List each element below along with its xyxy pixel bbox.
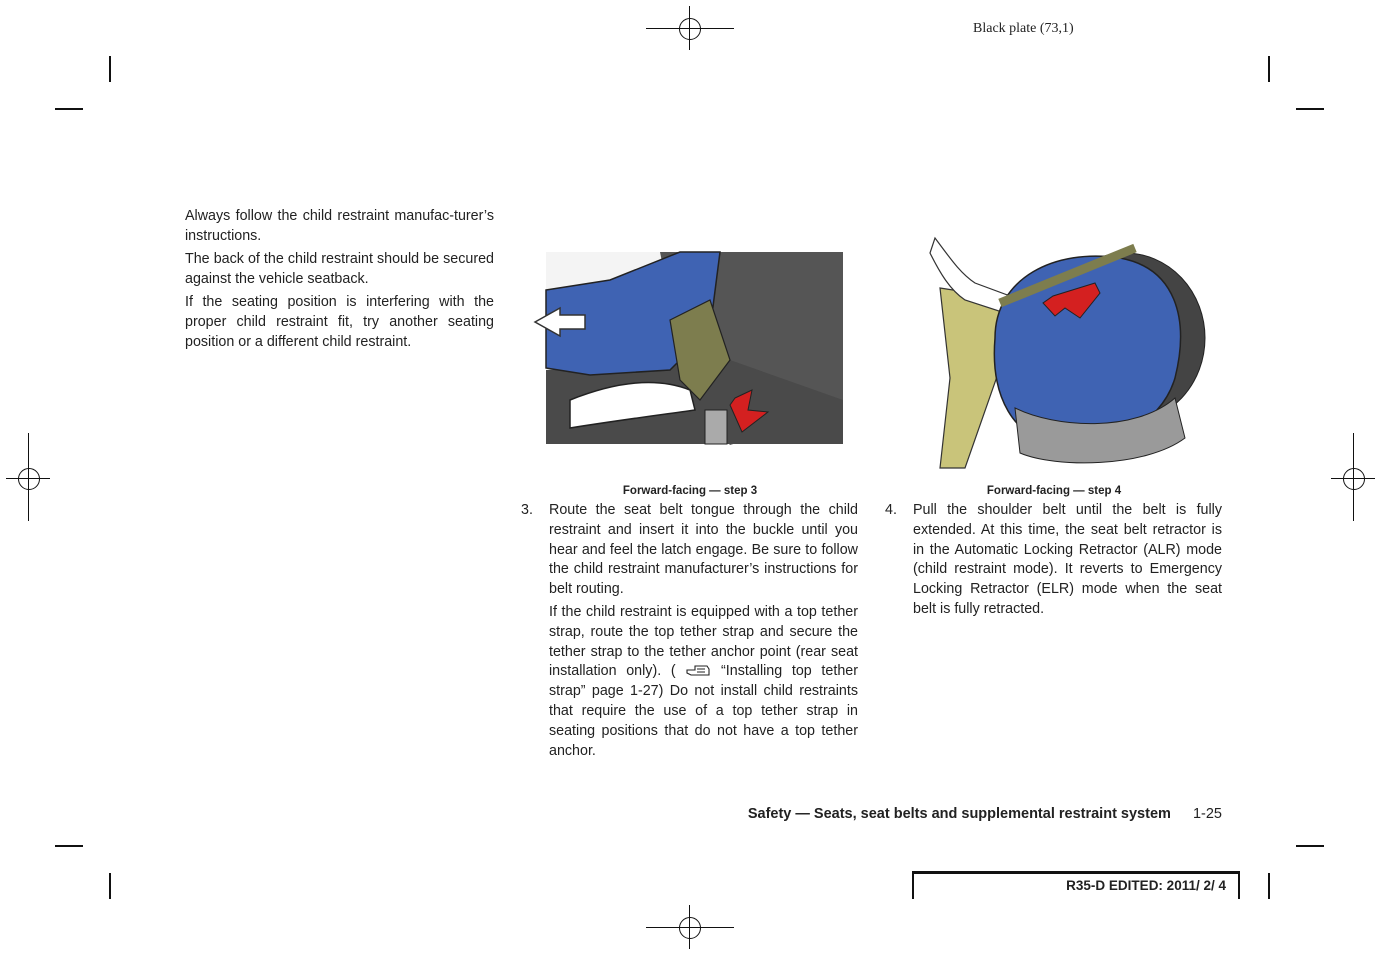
step-3-number: 3. (521, 502, 533, 518)
page-footer (748, 806, 1222, 822)
paragraph-seating-position: If the seating position is interfering with the proper child restraint fit, try another seating position or a different child restraint. (185, 294, 494, 350)
step-4-paragraph-1: Pull the shoulder belt until the belt is fully extended. At this time, the seat belt retractor is in the Automatic Locking Retractor (ALR) mode (child restraint mode). It reverts to Emergency Locking Retractor (ELR) mode when the seat belt is fully retracted. (913, 502, 1222, 617)
page-number: 1-25 (1192, 806, 1222, 822)
step-3-paragraph-2-end: Do not install child restraints that require the use of a top tether strap in seating positions that do not have a top tether anchor. (549, 683, 858, 759)
footer-section-title: Safety — Seats, seat belts and supplemental restraint system (747, 806, 1171, 822)
step-3-paragraph-2 (549, 603, 858, 761)
person-legs-shape (940, 288, 1005, 468)
figure-step3-caption: Forward-facing — step 3 (622, 485, 758, 497)
step-3-paragraph-2-start: If the child restraint is equipped with a top tether strap, route the top tether strap and secure the tether strap to the tether anchor point (rear seat installation only). ( (549, 603, 858, 680)
figure-step3-illustration (530, 250, 845, 450)
paragraph-manufacturer: Always follow the child restraint manufac-turer’s instructions. (185, 208, 494, 244)
figure-step4-caption: Forward-facing — step 4 (986, 485, 1122, 497)
edited-stamp-box (912, 871, 1240, 899)
reference-hand-icon (685, 664, 711, 678)
buckle-shape (705, 410, 727, 444)
left-column (185, 206, 494, 355)
installing-top-tether-link[interactable]: “Installing top tether strap” page 1-27) (549, 663, 858, 700)
step-3 (521, 501, 858, 764)
step-4-number: 4. (885, 502, 897, 518)
edited-stamp-text: R35-D EDITED: 2011/ 2/ 4 (1066, 878, 1226, 893)
figure-step4-illustration (905, 228, 1215, 473)
step-3-paragraph-1: Route the seat belt tongue through the child restraint and insert it into the buckle until you hear and feel the latch engage. Be sure to follow the child restraint manufacturer’s instructions for belt routing. (549, 502, 858, 598)
paragraph-seatback: The back of the child restraint should be secured against the vehicle seatback. (185, 251, 494, 287)
step-4 (885, 501, 1222, 623)
plate-label: Black plate (73,1) (973, 21, 1074, 36)
